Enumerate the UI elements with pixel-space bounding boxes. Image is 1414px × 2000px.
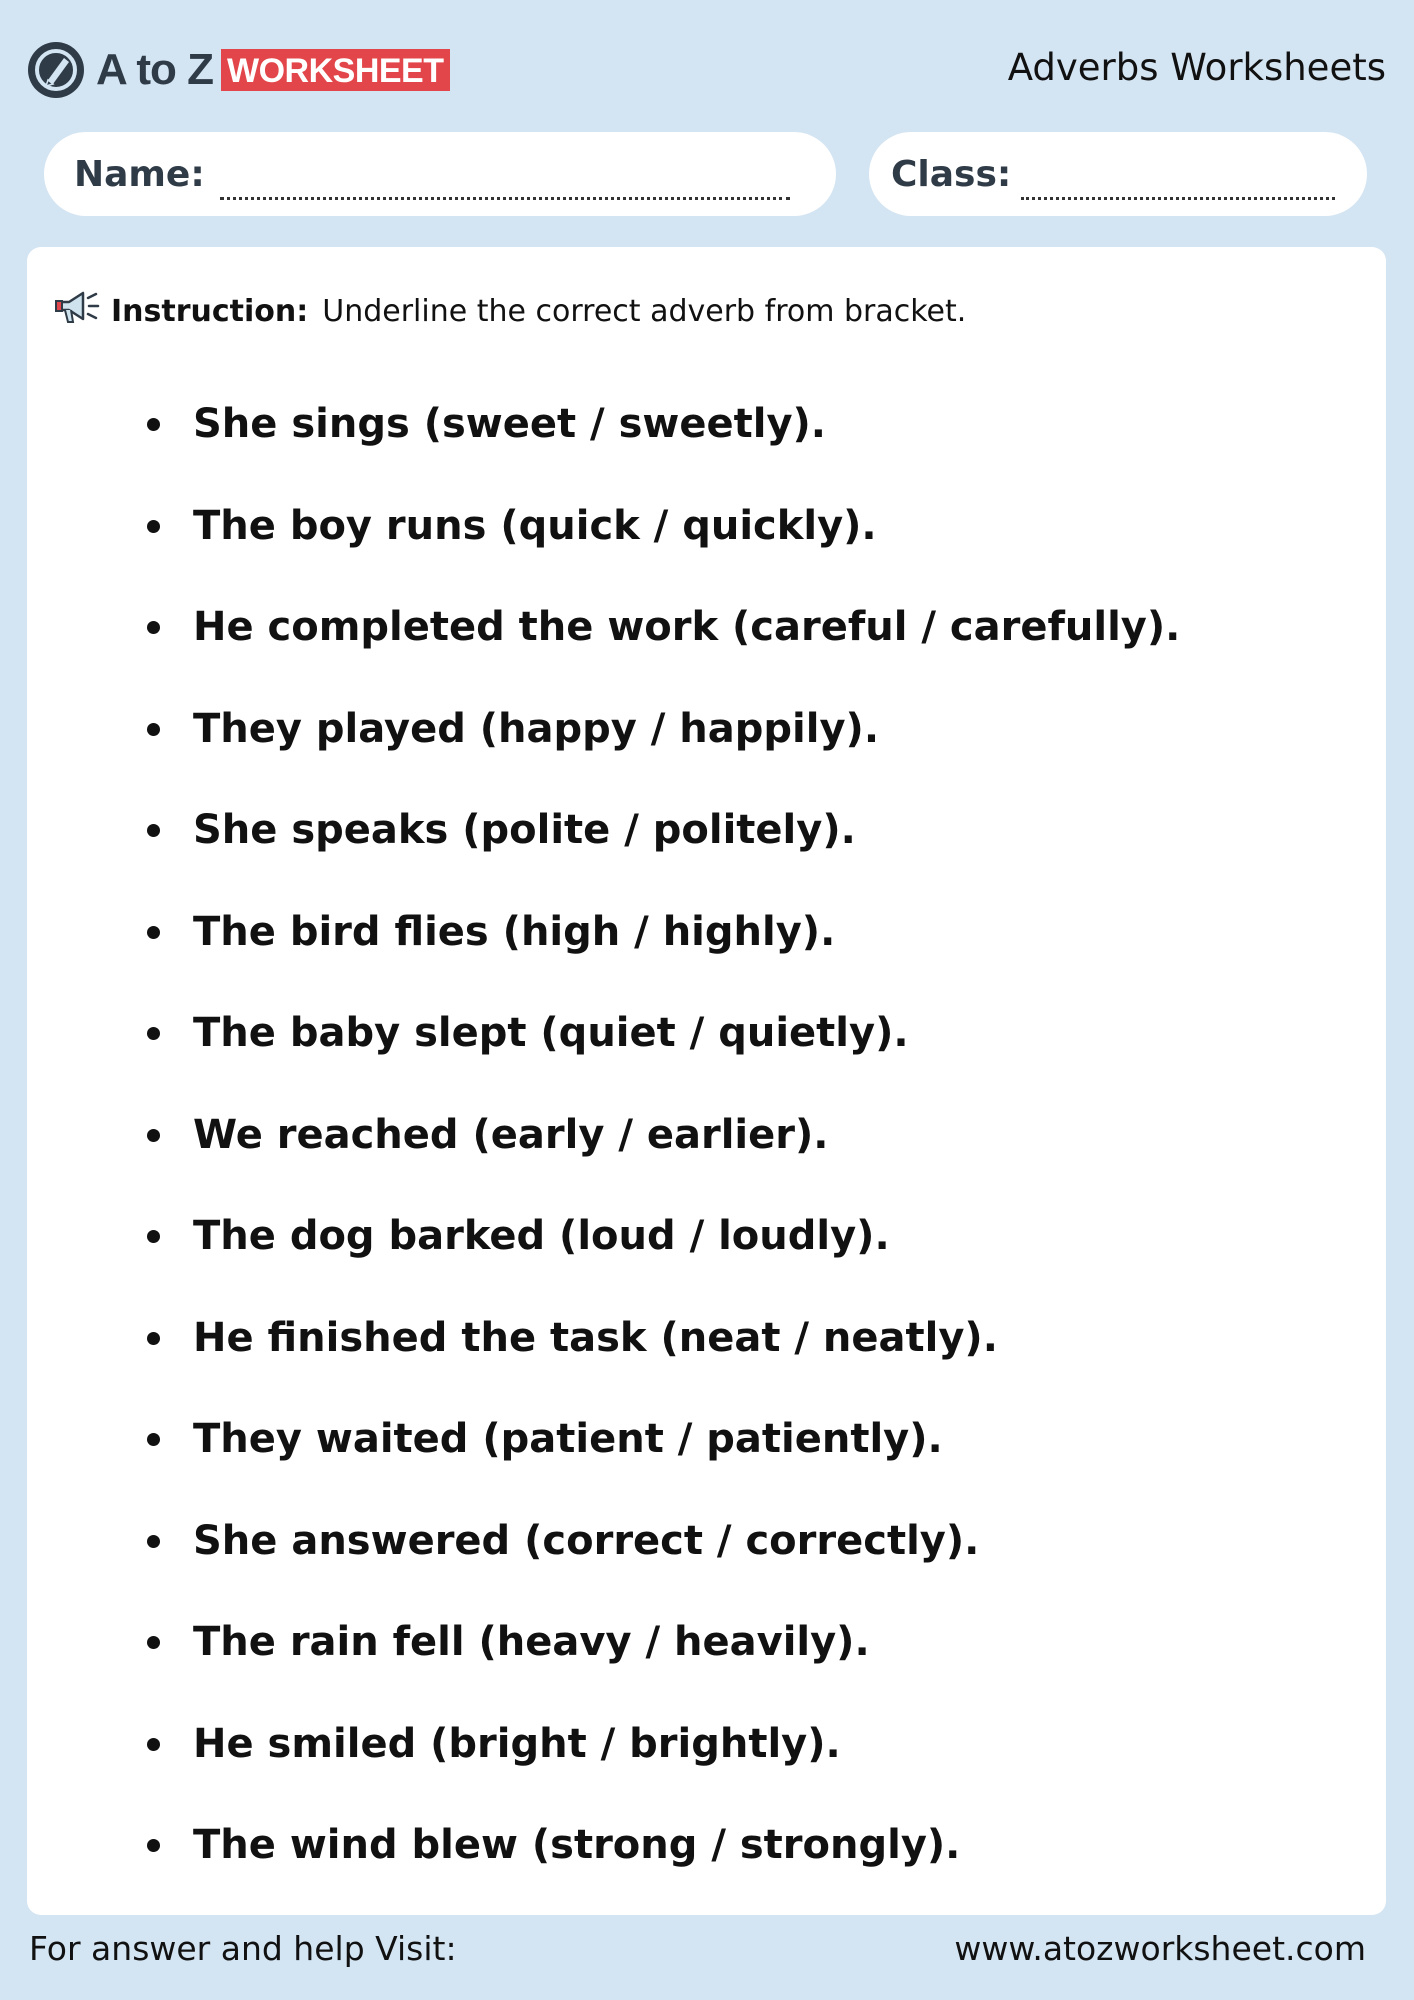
footer-help-text: For answer and help Visit: bbox=[29, 1929, 457, 1968]
list-item: They waited (patient / patiently). bbox=[147, 1409, 943, 1469]
instruction-label: Instruction: bbox=[111, 293, 309, 329]
bullet-icon bbox=[147, 926, 160, 939]
instruction bbox=[53, 287, 966, 335]
bullet-icon bbox=[147, 824, 160, 837]
pencil-logo-icon bbox=[28, 42, 84, 98]
name-dotted-line[interactable] bbox=[220, 197, 790, 200]
list-item: The rain fell (heavy / heavily). bbox=[147, 1612, 870, 1672]
bullet-icon bbox=[147, 1129, 160, 1142]
name-label: Name: bbox=[74, 154, 205, 195]
list-item: He completed the work (careful / carefully). bbox=[147, 597, 1180, 657]
page-title: Adverbs Worksheets bbox=[1007, 46, 1386, 89]
bullet-icon bbox=[147, 1433, 160, 1446]
bullet-icon bbox=[147, 1535, 160, 1548]
bullet-icon bbox=[147, 418, 160, 431]
list-item: We reached (early / earlier). bbox=[147, 1105, 828, 1165]
list-item: They played (happy / happily). bbox=[147, 699, 879, 759]
bullet-icon bbox=[147, 1230, 160, 1243]
class-field[interactable] bbox=[869, 132, 1367, 216]
list-item: He finished the task (neat / neatly). bbox=[147, 1308, 998, 1368]
list-item: The boy runs (quick / quickly). bbox=[147, 496, 877, 556]
list-item: The dog barked (loud / loudly). bbox=[147, 1206, 890, 1266]
name-field[interactable] bbox=[44, 132, 836, 216]
list-item: The baby slept (quiet / quietly). bbox=[147, 1003, 909, 1063]
class-dotted-line[interactable] bbox=[1021, 197, 1335, 200]
list-item: She answered (correct / correctly). bbox=[147, 1511, 979, 1571]
bullet-icon bbox=[147, 1636, 160, 1649]
footer-website-link[interactable]: www.atozworksheet.com bbox=[954, 1929, 1366, 1968]
bullet-icon bbox=[147, 1027, 160, 1040]
list-item: The wind blew (strong / strongly). bbox=[147, 1815, 960, 1875]
bullet-icon bbox=[147, 1839, 160, 1852]
site-logo[interactable] bbox=[28, 38, 450, 102]
class-label: Class: bbox=[891, 154, 1012, 195]
list-item: She sings (sweet / sweetly). bbox=[147, 394, 826, 454]
list-item: She speaks (polite / politely). bbox=[147, 800, 856, 860]
worksheet-card bbox=[27, 247, 1386, 1915]
bullet-icon bbox=[147, 621, 160, 634]
instruction-text: Underline the correct adverb from bracket. bbox=[322, 293, 967, 329]
bullet-icon bbox=[147, 520, 160, 533]
bullet-icon bbox=[147, 723, 160, 736]
logo-badge: WORKSHEET bbox=[221, 49, 450, 91]
megaphone-icon bbox=[53, 287, 101, 335]
bullet-icon bbox=[147, 1332, 160, 1345]
page-header bbox=[0, 0, 1414, 125]
logo-text: A to Z bbox=[96, 45, 213, 94]
bullet-icon bbox=[147, 1738, 160, 1751]
list-item: He smiled (bright / brightly). bbox=[147, 1714, 841, 1774]
list-item: The bird flies (high / highly). bbox=[147, 902, 835, 962]
